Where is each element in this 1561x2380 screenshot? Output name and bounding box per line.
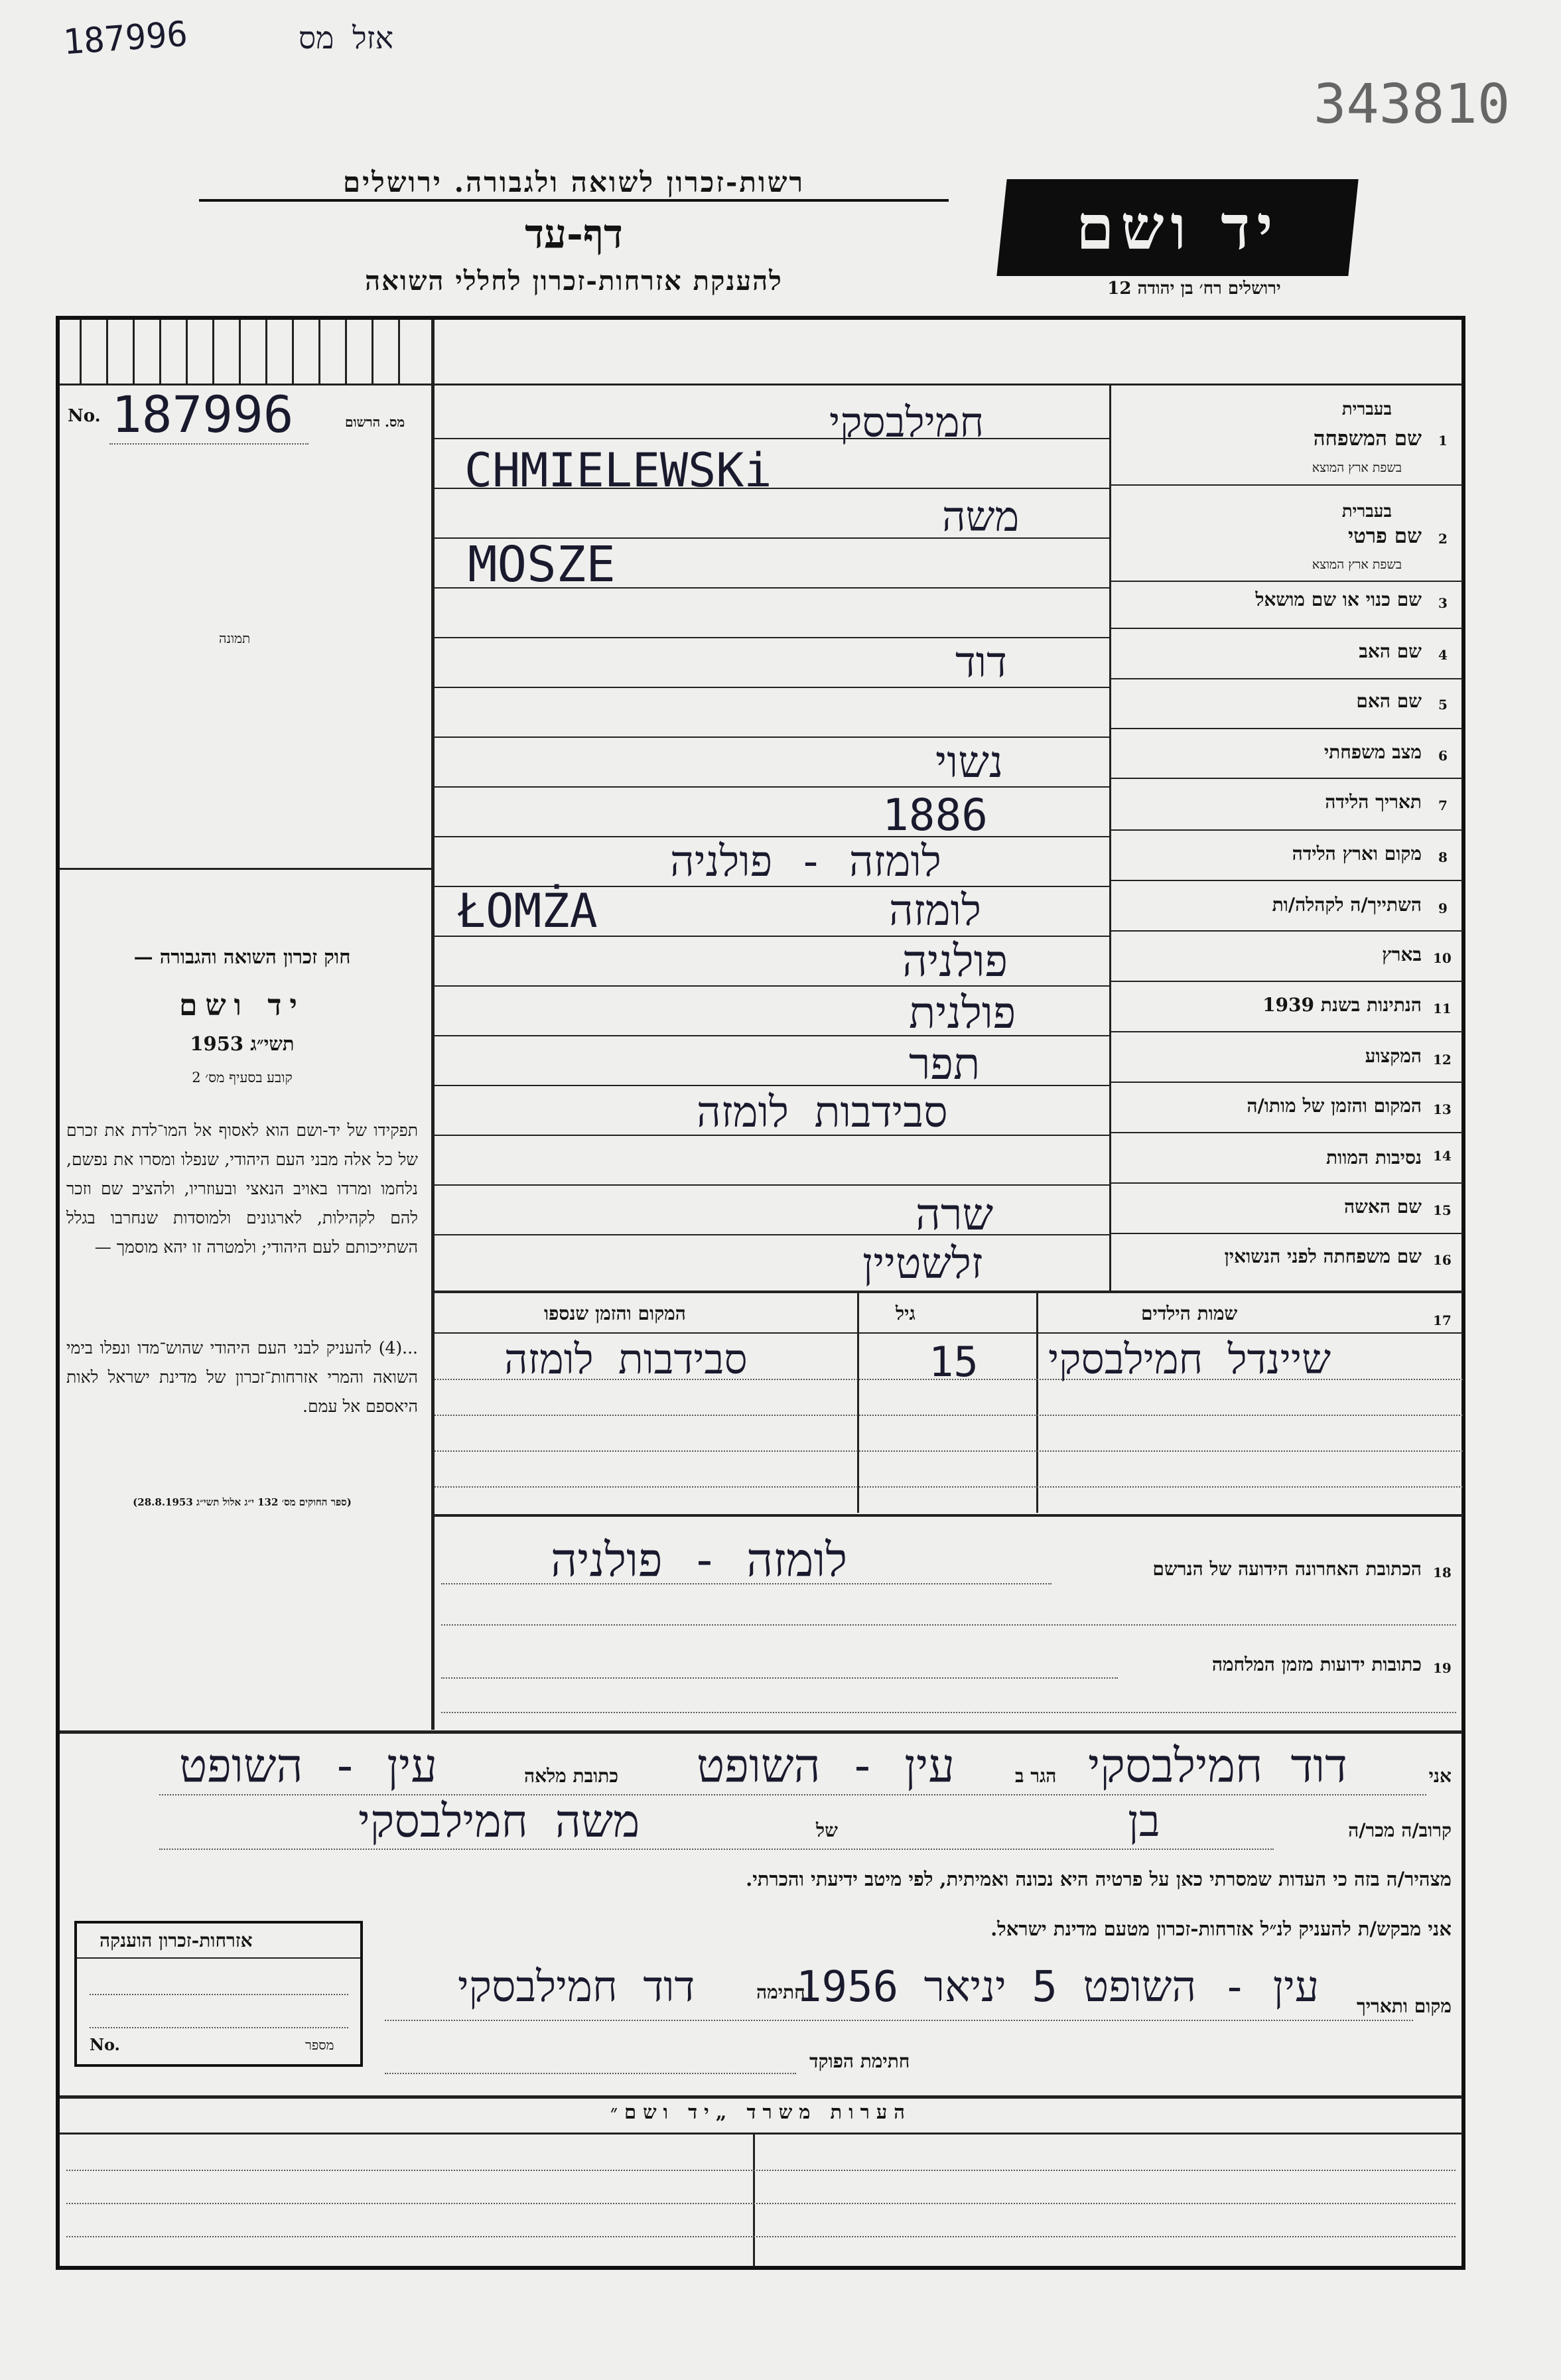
place-date-value: עין - השופט 5 יניאר 1956 xyxy=(796,1963,1320,2012)
declarant-full-address: עין - השופט xyxy=(179,1738,437,1793)
children-header-names: שמות הילדים xyxy=(1141,1302,1238,1324)
signature-value: דוד חמילבסקי xyxy=(458,1963,695,2012)
citizenship-box-title: אזרחות-זכרון הוענקה xyxy=(100,1929,253,1951)
field-15-num: 15 xyxy=(1433,1202,1452,1218)
field-1-value-heb: חמילבסקי xyxy=(829,398,984,447)
field-15-label: שם האשה xyxy=(1343,1196,1422,1218)
field-1-value-native: CHMIELEWSKi xyxy=(464,443,772,498)
field-11-num: 11 xyxy=(1433,1001,1452,1016)
reg-label: מס. הרשום xyxy=(345,414,405,430)
field-2-heb-label: בעברית xyxy=(1341,502,1392,522)
declarant-top-line xyxy=(60,1730,1462,1734)
yad-vashem-logo xyxy=(996,179,1358,276)
field-2-num: 2 xyxy=(1438,531,1448,547)
form-subtitle: להענקת אזרחות-זכרון לחללי השואה xyxy=(365,265,783,297)
law-paragraph-1: תפקידו של יד-ושם הוא לאסוף אל המו־לדת את זכרם של כל אלה מבני העם היהודי, שנפלו ומסרו את נפשם, נלחמו ומרדו באויב הנאצי ובעוזריו, ולהציב שם וזכר להם לקהילות, לארגונים ולמוסדות שנחרבו בגלל השתייכותם לעם היהודי; ולמטרה זו יהא מוסמך — xyxy=(66,1121,418,1257)
field-11-value: פולנית xyxy=(909,987,1016,1038)
field-12-label: המקצוע xyxy=(1365,1045,1422,1067)
declarant-of-label: של xyxy=(816,1819,838,1841)
field-3-label: שם כנוי או שם מושאל xyxy=(1255,589,1422,610)
office-notes-divider xyxy=(753,2133,755,2267)
declarant-ani-label: אני xyxy=(1428,1765,1452,1787)
field-4-num: 4 xyxy=(1438,647,1448,663)
field-1-label: שם המשפחה xyxy=(1313,427,1422,451)
citizenship-no-label: No. xyxy=(90,2035,120,2054)
org-name: רשות-זכרון לשואה ולגבורה. ירושלים xyxy=(199,166,949,202)
law-section: קובע בסעיף מס׳ 2 xyxy=(192,1070,293,1085)
reg-no-label: No. xyxy=(68,406,101,426)
request-text: אני מבקש/ת להעניק לנ״ל אזרחות-זכרון מטעם מדינת ישראל. xyxy=(990,1918,1452,1940)
margin-note: אזל מס xyxy=(299,20,394,56)
field-15-value: שרה xyxy=(916,1189,994,1240)
field-9-value-latin: ŁOMŻA xyxy=(458,884,598,938)
field-7-label: תאריך הלידה xyxy=(1325,791,1422,813)
field-10-num: 10 xyxy=(1433,950,1452,966)
field-1-num: 1 xyxy=(1438,433,1448,449)
children-top-line xyxy=(435,1291,1463,1293)
field-6-label: מצב משפחתי xyxy=(1323,741,1422,763)
field-14-num: 14 xyxy=(1433,1148,1452,1164)
margin-number-right: 343810 xyxy=(1314,73,1511,136)
field-12-num: 12 xyxy=(1433,1052,1452,1068)
declaration-text: מצהיר/ה בזה כי העדות שמסרתי כאן על פרטיה היא נכונה ואמיתית, לפי מיטב ידיעתי והכרתי. xyxy=(746,1868,1452,1890)
declarant-relation: בן xyxy=(1128,1795,1160,1847)
field-1-native-label: בשפת ארץ המוצא xyxy=(1312,460,1402,475)
photo-label: תמונה xyxy=(219,630,251,646)
photo-box-bottom xyxy=(60,868,433,870)
field-col-divider xyxy=(1109,385,1111,1291)
field-8-num: 8 xyxy=(1438,849,1448,865)
field-7-value: 1886 xyxy=(882,790,988,841)
field-8-label: מקום וארץ הלידה xyxy=(1292,843,1422,865)
last-address-num: 18 xyxy=(1433,1565,1452,1580)
margin-number-left: 187996 xyxy=(62,14,189,63)
field-10-value: פולניה xyxy=(902,936,1008,987)
declarant-name: דוד חמילבסקי xyxy=(1088,1738,1347,1793)
field-4-label: שם האב xyxy=(1359,640,1422,662)
form-title: דף-עד xyxy=(525,211,623,257)
field-13-label: המקום והזמן של מותו/ה xyxy=(1247,1095,1422,1117)
field-5-label: שם האם xyxy=(1356,690,1422,712)
field-5-num: 5 xyxy=(1438,697,1448,713)
citizenship-number-label: מספר xyxy=(305,2037,334,2053)
children-header-age: גיל xyxy=(896,1302,916,1324)
clerk-signature-label: חתימת הפוקד xyxy=(809,2050,910,2072)
signature-label: חתימה xyxy=(756,1981,805,2003)
last-address-value: לומזה - פולניה xyxy=(551,1533,848,1587)
child-1-name: שיינדל חמילבסקי xyxy=(1048,1335,1331,1383)
field-2-native-label: בשפת ארץ המוצא xyxy=(1312,557,1402,572)
field-8-value: לומזה - פולניה xyxy=(670,837,941,886)
field-11-label: הנתינות בשנת 1939 xyxy=(1262,994,1422,1016)
law-name: יד ושם xyxy=(179,989,305,1022)
war-addresses-label: כתובות ידועות מזמן המלחמה xyxy=(1211,1653,1422,1675)
field-2-label: שם פרטי xyxy=(1347,524,1422,548)
logo-text: יד ושם xyxy=(1075,192,1280,263)
declarant-resides: עין - השופט xyxy=(697,1738,955,1793)
field-16-label: שם משפחתה לפני הנשואין xyxy=(1224,1245,1422,1267)
law-paragraph-2: ...(4) להעניק לבני העם היהודי שהוש־מדו ונפלו בימי השואה והמרי אזרחות־זכרון של מדינת ישראל לאות היאספם אל עמם. xyxy=(66,1338,418,1416)
children-num: 17 xyxy=(1433,1312,1452,1328)
law-title: חוק זכרון השואה והגבורה — xyxy=(133,945,351,968)
field-16-num: 16 xyxy=(1433,1252,1452,1268)
field-7-num: 7 xyxy=(1438,798,1448,813)
field-12-value: תפר xyxy=(909,1038,981,1089)
law-citation: (ספר החוקים מס׳ 132 י״ג אלול תשי״ג 28.8.1953) xyxy=(133,1496,352,1508)
field-1-heb-label: בעברית xyxy=(1341,399,1392,419)
war-addresses-num: 19 xyxy=(1433,1660,1452,1676)
declarant-full-address-label: כתובת מלאה xyxy=(524,1765,619,1787)
declarant-of-name: משה חמילבסקי xyxy=(358,1795,640,1848)
children-header-place: המקום והזמן שנספו xyxy=(544,1302,686,1324)
law-year: תשי״ג 1953 xyxy=(190,1032,295,1055)
field-9-value: לומזה xyxy=(889,886,981,936)
field-10-label: בארץ xyxy=(1382,944,1422,965)
field-13-num: 13 xyxy=(1433,1101,1452,1117)
child-1-age: 15 xyxy=(929,1338,979,1386)
declarant-resides-label: הגר ב xyxy=(1015,1765,1057,1787)
child-1-place: סבידבות לומזה xyxy=(504,1335,748,1383)
office-notes-label: הערות משרד „יד ושם״ xyxy=(610,2101,912,2123)
left-col-divider xyxy=(431,320,435,1730)
address-top-line xyxy=(435,1514,1463,1517)
field-14-label: נסיבות המוות xyxy=(1326,1147,1422,1168)
field-2-value-heb: משה xyxy=(942,492,1020,541)
field-3-num: 3 xyxy=(1438,595,1448,611)
office-notes-top xyxy=(60,2095,1462,2099)
field-6-value: נשוי xyxy=(935,736,1004,788)
reg-number: 187996 xyxy=(111,385,294,444)
place-date-label: מקום ותאריך xyxy=(1356,1995,1452,2017)
field-4-value: דוד xyxy=(955,638,1007,687)
declarant-relation-label: קרוב/ה מכר/ה xyxy=(1348,1819,1452,1841)
logo-address: ירושלים רח׳ בן יהודה 12 xyxy=(1107,279,1281,299)
field-6-num: 6 xyxy=(1438,748,1448,764)
field-2-value-native: MOSZE xyxy=(468,536,616,593)
field-9-num: 9 xyxy=(1438,900,1448,916)
field-9-label: השתייך/ה לקהלה/ות xyxy=(1272,894,1422,916)
last-address-label: הכתובת האחרונה הידועה של הנרשם xyxy=(1152,1558,1422,1580)
field-16-value: זלשטיין xyxy=(862,1239,983,1289)
field-13-value: סבידבות לומזה xyxy=(697,1088,948,1137)
